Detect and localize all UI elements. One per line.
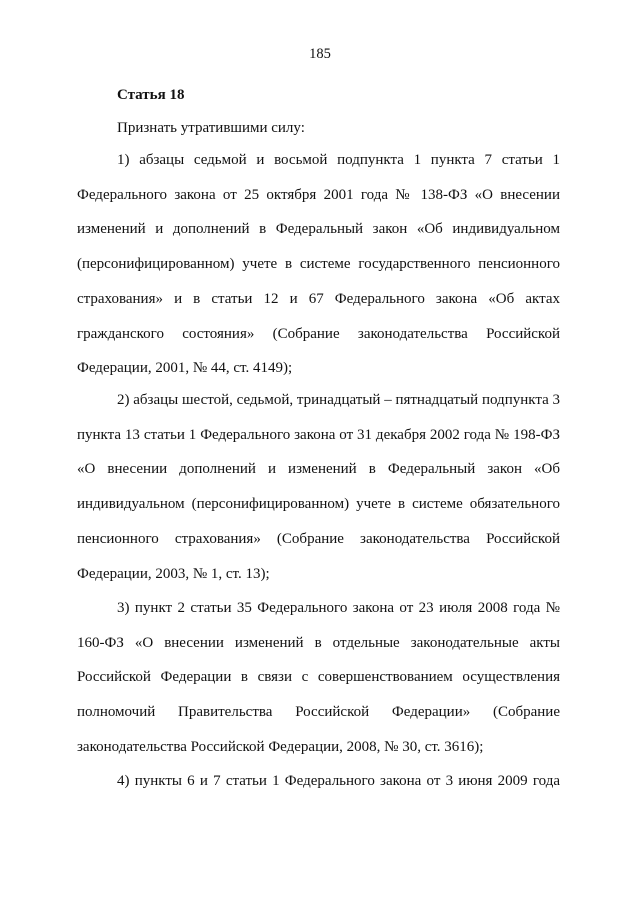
list-item: 4) пункты 6 и 7 статьи 1 Федерального закона от 3 июня 2009 года [117, 773, 560, 789]
article-intro: Признать утратившими силу: [117, 120, 305, 136]
page-number: 185 [309, 46, 331, 62]
article-title: Статья 18 [117, 87, 185, 103]
list-item: 3) пункт 2 статьи 35 Федерального закона от 23 июля 2008 года № 160-ФЗ «О внесении изменений в отдельные законодательные акты Российской Федерации в связи с совершенствованием осуществления полномочий Правительства Российской Федерации» (Собрание законодательства Российской Федерации, 2008, № 30, ст. 3616); [77, 600, 560, 755]
list-item: 2) абзацы шестой, седьмой, тринадцатый – пятнадцатый подпункта 3 пункта 13 статьи 1 Федерального закона от 31 декабря 2002 года № 198-ФЗ «О внесении дополнений и изменений в Федеральный закон «Об индивидуальном (персонифицированном) учете в системе обязательного пенсионного страхования» (Собрание законодательства Российской Федерации, 2003, № 1, ст. 13); [77, 392, 560, 582]
list-item: 1) абзацы седьмой и восьмой подпункта 1 пункта 7 статьи 1 Федерального закона от 25 октября 2001 года № 138-ФЗ «О внесении изменений и дополнений в Федеральный закон «Об индивидуальном (персонифицированном) учете в системе государственного пенсионного страхования» и в статьи 12 и 67 Федерального закона «Об актах гражданского состояния» (Собрание законодательства Российской Федерации, 2001, № 44, ст. 4149); [77, 152, 560, 377]
